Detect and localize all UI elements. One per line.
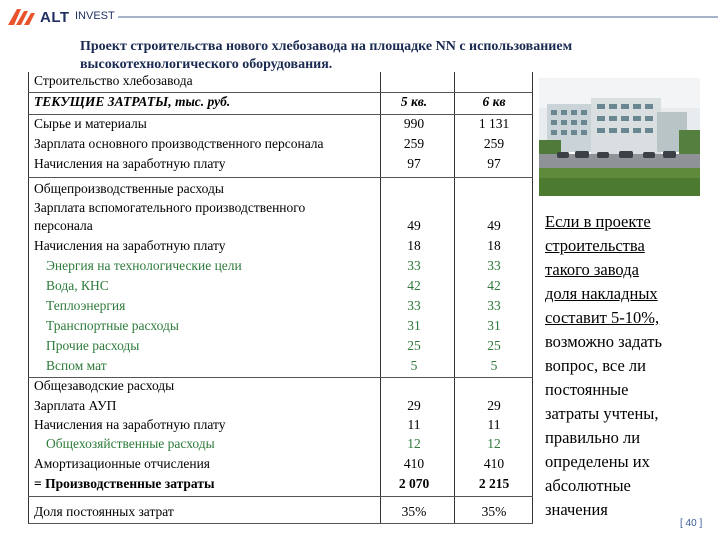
page-number: [ 40 ] [680, 518, 703, 529]
row-label: Общезаводские расходы [34, 378, 175, 393]
altinvest-logo [8, 6, 118, 28]
note-line: строительства [545, 236, 645, 255]
row-value-q5: 25 [407, 338, 421, 353]
row-value-q5: 31 [407, 318, 421, 333]
note-line: вопрос, все ли [545, 356, 646, 375]
row-value-q6: 29 [487, 398, 501, 413]
logo-text-invest: INVEST [75, 10, 115, 22]
factory-photo [539, 78, 700, 196]
row-value-q5: 97 [407, 156, 421, 171]
table-row [28, 317, 533, 337]
note-line: Если в проекте [545, 212, 651, 231]
row-label: Амортизационные отчисления [34, 456, 211, 471]
logo-text-alt: ALT [40, 9, 70, 26]
table-row [28, 377, 533, 397]
row-label: Вода, КНС [46, 278, 109, 293]
table-row [28, 115, 533, 135]
row-label: Транспортные расходы [46, 318, 179, 333]
row-value-q6: 1 131 [478, 116, 510, 131]
row-label: Зарплата АУП [34, 398, 117, 413]
cost-table [28, 72, 533, 523]
row-value-q6: 33 [487, 298, 501, 313]
note-line: возможно задать [545, 332, 662, 351]
row-value-q5: 18 [407, 238, 421, 253]
table-row [28, 435, 533, 455]
row-value-q5: 5 [410, 358, 418, 373]
row-value-q6: 12 [487, 436, 501, 451]
note-line: затраты учтены, [545, 404, 659, 423]
row-value-q6: 49 [487, 218, 501, 233]
row-label: = Производственные затраты [34, 476, 215, 491]
table-row [28, 277, 533, 297]
table-row [28, 297, 533, 317]
table-row [28, 180, 533, 200]
row-label: Прочие расходы [46, 338, 140, 353]
row-label: Зарплата вспомогательного производственного [34, 200, 306, 215]
note-line: постоянные [545, 380, 629, 399]
row-label: Доля постоянных затрат [34, 504, 174, 519]
row-value-q6: 259 [483, 136, 505, 151]
table-rule [28, 496, 533, 497]
row-value-q6: 2 215 [478, 476, 510, 491]
row-value-q5: 29 [407, 398, 421, 413]
row-label: Начисления на заработную плату [34, 156, 226, 171]
row-value-q6: 410 [483, 456, 505, 471]
note-line: абсолютные [545, 476, 631, 495]
row-label: Вспом мат [46, 358, 107, 373]
table-rule [28, 377, 533, 378]
table-row [28, 397, 533, 417]
table-rule [28, 523, 533, 524]
table-row [28, 337, 533, 357]
table-title-row [28, 72, 533, 92]
row-value-q6: 33 [487, 258, 501, 273]
row-value-q5: 12 [407, 436, 421, 451]
row-value-q6: 35% [481, 504, 507, 519]
row-label: Теплоэнергия [46, 298, 126, 313]
table-row [28, 135, 533, 155]
row-label: Сырье и материалы [34, 116, 147, 131]
table-row [28, 357, 533, 377]
col-header-label: ТЕКУЩИЕ ЗАТРАТЫ, тыс. руб. [34, 94, 231, 109]
page-title: Проект строительства нового хлебозавода на площадке NN с использованием высокотехнологического оборудования. [80, 39, 573, 72]
row-label: Общепроизводственные расходы [34, 181, 224, 196]
row-value-q5: 11 [407, 417, 421, 432]
note-line: такого завода [545, 260, 639, 279]
note-line: составит 5-10%, [545, 308, 660, 327]
factory-building-image [539, 78, 700, 196]
row-value-q6: 25 [487, 338, 501, 353]
table-row [28, 455, 533, 475]
row-value-q5: 33 [407, 258, 421, 273]
table-row [28, 257, 533, 277]
table-rule [28, 177, 533, 178]
row-label: Общехозяйственные расходы [46, 436, 215, 451]
row-value-q6: 18 [487, 238, 501, 253]
table-row [28, 416, 533, 436]
table-row [28, 475, 533, 495]
row-label: Энергия на технологические цели [46, 258, 242, 273]
col-header-q5: 5 кв. [400, 94, 428, 109]
row-value-q5: 990 [403, 116, 425, 131]
row-value-q6: 42 [487, 278, 501, 293]
header-rule [118, 16, 718, 18]
row-label: Зарплата основного производственного персонала [34, 136, 324, 151]
table-header-row [28, 93, 533, 113]
note-line: значения [545, 500, 608, 519]
row-value-q5: 35% [401, 504, 427, 519]
logo-mark-icon [8, 9, 36, 25]
table-row [28, 199, 533, 219]
row-label: Начисления на заработную плату [34, 417, 226, 432]
row-value-q6: 5 [490, 358, 498, 373]
note-line: правильно ли [545, 428, 641, 447]
note-line: доля накладных [545, 284, 658, 303]
row-value-q6: 11 [487, 417, 501, 432]
row-value-q5: 33 [407, 298, 421, 313]
row-value-q6: 31 [487, 318, 501, 333]
row-value-q5: 410 [403, 456, 425, 471]
table-row [28, 237, 533, 257]
row-value-q5: 259 [403, 136, 425, 151]
row-label: Начисления на заработную плату [34, 238, 226, 253]
note-line: определены их [545, 452, 650, 471]
row-value-q6: 97 [487, 156, 501, 171]
row-value-q5: 2 070 [398, 476, 430, 491]
table-row [28, 217, 533, 237]
row-value-q5: 49 [407, 218, 421, 233]
table-title: Строительство хлебозавода [34, 73, 193, 88]
table-row [28, 155, 533, 175]
side-note [545, 210, 705, 522]
row-label: персонала [34, 218, 93, 233]
col-header-q6: 6 кв [482, 94, 506, 109]
row-value-q5: 42 [407, 278, 421, 293]
table-row [28, 503, 533, 523]
